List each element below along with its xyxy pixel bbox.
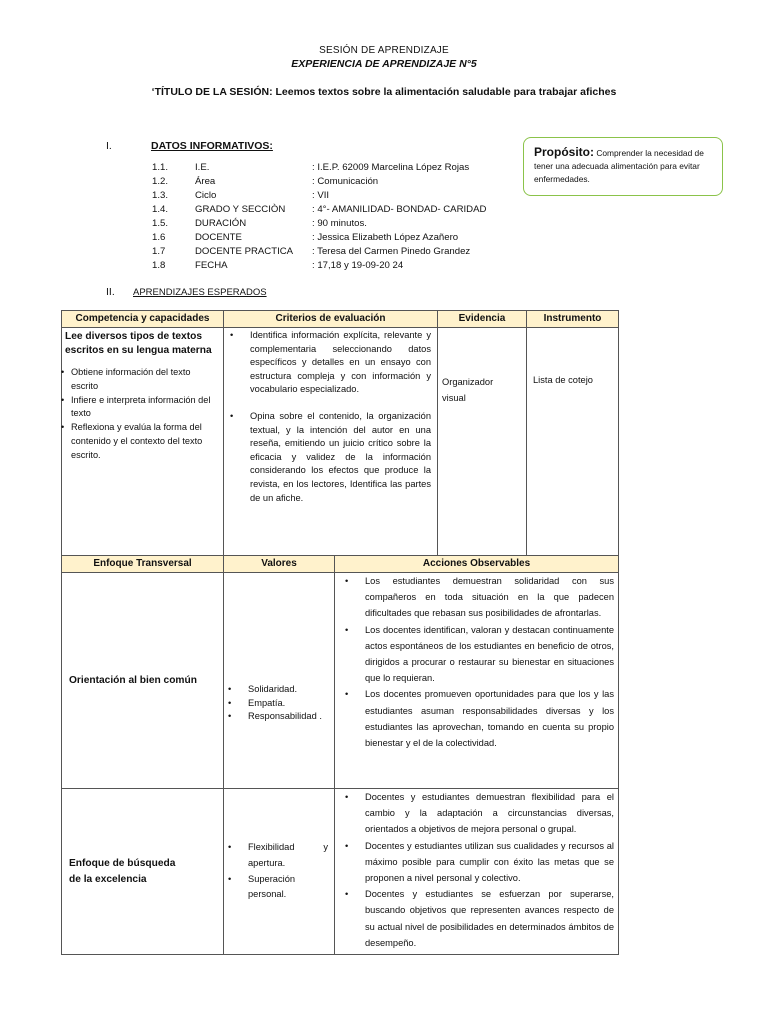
header-actions: Acciones Observables xyxy=(335,556,619,573)
experience-title: EXPERIENCIA DE APRENDIZAJE N°5 xyxy=(291,58,477,70)
purpose-text: Comprender la necesidad de tener una adecuada alimentación para evitar enfermedades. xyxy=(534,148,704,184)
list-item: • Reflexiona y evalúa la forma del contenido y el contexto del texto escrito. xyxy=(65,421,219,462)
approach-title: Orientación al bien común xyxy=(69,675,197,686)
transversal-table xyxy=(61,555,619,955)
section1-title: DATOS INFORMATIVOS: xyxy=(151,140,273,152)
list-item: • Docentes y estudiantes utilizan sus cualidades y recursos al máximo posible para cumplir con éxito las metas que se proponen a nivel personal y colectivo. xyxy=(339,838,614,887)
list-item: • Superación personal. xyxy=(224,872,328,904)
criteria-list xyxy=(224,328,437,507)
header-criteria: Criterios de evaluación xyxy=(224,311,438,328)
list-item: • Identifica información explícita, relevante y complementaria seleccionando datos específicos y detalles en un ensayo con estructura compleja y con información y vocabulario especializado. xyxy=(228,329,431,397)
approach-cell xyxy=(62,789,224,955)
values-list xyxy=(224,840,334,903)
list-item: • Docentes y estudiantes se esfuerzan por superarse, buscando objetivos que representen avances respecto de su actual nivel de posibilidades en determinados ámbitos de desempeño. xyxy=(339,886,614,951)
list-item: • Docentes y estudiantes demuestran flexibilidad para el cambio y la adaptación a circunstancias diversas, orientados a objetivos de mejora personal o grupal. xyxy=(339,789,614,838)
list-item: • Los docentes promueven oportunidades para que los y las estudiantes asuman responsabilidades diversas y los estudiantes las aprovechan, tomando en cuenta su propio bienestar y el de la colectividad. xyxy=(339,686,614,751)
instrument-cell xyxy=(527,328,619,556)
competence-cell xyxy=(62,328,224,556)
section2-title: APRENDIZAJES ESPERADOS xyxy=(133,287,267,298)
section1-number: I. xyxy=(106,140,112,152)
purpose-label: Propósito: xyxy=(534,145,594,159)
list-item: • Responsabilidad . xyxy=(224,710,334,724)
competence-title: Lee diversos tipos de textos escritos en su lengua materna xyxy=(65,331,212,356)
evidence-cell xyxy=(438,328,527,556)
list-item: • Los docentes identifican, valoran y destacan continuamente actos espontáneos de los estudiantes en beneficio de otros, dirigidos a procurar o restaurar su bienestar en situaciones que lo requieran. xyxy=(339,622,614,687)
evidence-text: Organizador visual xyxy=(442,377,494,403)
list-item: • Empatía. xyxy=(224,697,334,711)
session-label: SESIÓN DE APRENDIZAJE xyxy=(319,45,449,56)
session-title: ‘TÍTULO DE LA SESIÓN: Leemos textos sobre la alimentación saludable para trabajar afiches xyxy=(151,86,617,98)
section2-number: II. xyxy=(106,286,115,298)
instrument-text: Lista de cotejo xyxy=(533,375,593,385)
header-values: Valores xyxy=(224,556,335,573)
header-competence: Competencia y capacidades xyxy=(62,311,224,328)
list-item: • Opina sobre el contenido, la organización textual, y la intención del autor en una reseña, emitiendo un juicio crítico sobre la eficacia y validez de la información considerando los efectos que produce la revista, en los lectores, Identifica las partes de un afiche. xyxy=(228,410,431,505)
header-approach: Enfoque Transversal xyxy=(62,556,224,573)
values-cell xyxy=(224,789,335,955)
values-cell xyxy=(224,573,335,789)
list-item: • Flexibilidad y apertura. xyxy=(224,840,328,872)
actions-list xyxy=(335,789,618,953)
approach-cell xyxy=(62,573,224,789)
actions-list xyxy=(335,573,618,753)
header-evidence: Evidencia xyxy=(438,311,527,328)
criteria-cell xyxy=(224,328,438,556)
approach-title: Enfoque de búsqueda de la excelencia xyxy=(69,857,176,885)
actions-cell xyxy=(335,573,619,789)
learning-table xyxy=(61,310,619,556)
list-item: • Solidaridad. xyxy=(224,683,334,697)
list-item: • Infiere e interpreta información del texto xyxy=(65,394,219,422)
values-list xyxy=(224,637,334,724)
list-item: • Los estudiantes demuestran solidaridad con sus compañeros en toda situación en la que padecen dificultades que rebasan sus posibilidades de afrontarlas. xyxy=(339,573,614,622)
header-instrument: Instrumento xyxy=(527,311,619,328)
purpose-box xyxy=(523,137,723,196)
actions-cell xyxy=(335,789,619,955)
capacities-list xyxy=(65,366,219,463)
list-item: • Obtiene información del texto escrito xyxy=(65,366,219,394)
